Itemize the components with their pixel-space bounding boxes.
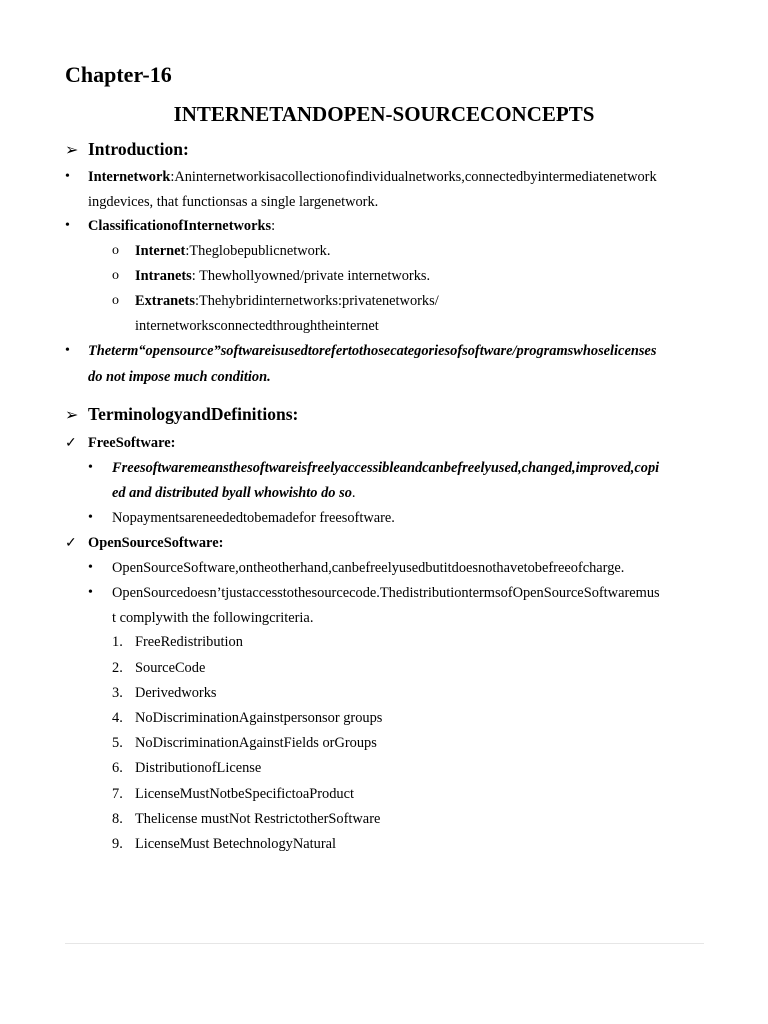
chapter-label: Chapter-16 bbox=[65, 62, 172, 87]
footer-divider bbox=[65, 943, 704, 944]
circle-bullet-icon: o bbox=[112, 293, 119, 308]
criteria-item bbox=[112, 760, 123, 777]
bullet-icon: • bbox=[88, 460, 93, 475]
free-software-def-continued bbox=[112, 485, 356, 502]
criteria-text: LicenseMust BetechnologyNatural bbox=[135, 836, 337, 852]
checkmark-icon: ✓ bbox=[65, 536, 77, 551]
criteria-item bbox=[112, 634, 123, 651]
arrow-bullet-icon: ➢ bbox=[65, 407, 79, 424]
criteria-text: NoDiscriminationAgainstFields orGroups bbox=[135, 735, 377, 751]
criteria-text: Derivedworks bbox=[135, 685, 217, 701]
free-software-heading: FreeSoftware: bbox=[88, 435, 176, 451]
criteria-text: FreeRedistribution bbox=[135, 634, 243, 650]
internetwork-def-continued: ingdevices, that functionsas a single largenetwork. bbox=[88, 194, 379, 210]
criteria-number: 2. bbox=[112, 660, 123, 676]
criteria-number: 3. bbox=[112, 685, 123, 701]
criteria-text: LicenseMustNotbeSpecifictoaProduct bbox=[135, 786, 355, 802]
arrow-bullet-icon: ➢ bbox=[65, 142, 79, 159]
criteria-text: Thelicense mustNot RestrictotherSoftware bbox=[135, 811, 381, 827]
criteria-number: 7. bbox=[112, 786, 123, 802]
checkmark-icon: ✓ bbox=[65, 436, 77, 451]
oss-criteria-intro-continued: t complywith the followingcriteria. bbox=[112, 610, 314, 626]
oss-definition: OpenSourceSoftware,ontheotherhand,canbefreelyusedbutitdoesnothavetobefreeofcharge. bbox=[112, 560, 625, 576]
criteria-number: 1. bbox=[112, 634, 123, 650]
internetwork-definition bbox=[88, 169, 657, 186]
term-extranets: Extranets bbox=[135, 293, 195, 309]
opensource-term-line: Theterm“opensource”softwareisusedtorefertothosecategoriesofsoftware/programswhoselicenses bbox=[88, 343, 657, 359]
oss-heading: OpenSourceSoftware: bbox=[88, 535, 224, 551]
criteria-item bbox=[112, 836, 123, 853]
criteria-number: 6. bbox=[112, 760, 123, 776]
criteria-number: 9. bbox=[112, 836, 123, 852]
term-classification: ClassificationofInternetworks bbox=[88, 218, 272, 234]
bullet-icon: • bbox=[65, 169, 70, 184]
term-intranets: Intranets bbox=[135, 268, 192, 284]
opensource-term-continued: do not impose much condition. bbox=[88, 369, 271, 385]
criteria-item bbox=[112, 735, 123, 752]
extranets-definition bbox=[135, 293, 439, 310]
internetwork-def-text: :Aninternetworkisacollectionofindividualnetworks,connectedbyintermediatenetwork bbox=[170, 169, 657, 185]
criteria-item bbox=[112, 811, 123, 828]
criteria-item bbox=[112, 710, 123, 727]
criteria-item bbox=[112, 685, 123, 702]
criteria-item bbox=[112, 786, 123, 803]
criteria-text: NoDiscriminationAgainstpersonsor groups bbox=[135, 710, 383, 726]
intranets-def-text: : Thewhollyowned/private internetworks. bbox=[191, 268, 431, 284]
section-heading-terminology: TerminologyandDefinitions: bbox=[88, 404, 299, 424]
criteria-number: 8. bbox=[112, 811, 123, 827]
intranets-definition bbox=[135, 268, 430, 285]
page-title: INTERNETANDOPEN-SOURCECONCEPTS bbox=[173, 102, 595, 126]
free-software-definition: Freesoftwaremeansthesoftwareisfreelyaccessibleandcanbefreelyused,changed,improved,copi bbox=[112, 460, 660, 476]
section-heading-introduction: Introduction: bbox=[88, 139, 189, 159]
circle-bullet-icon: o bbox=[112, 243, 119, 258]
criteria-text: DistributionofLicense bbox=[135, 760, 262, 776]
criteria-number: 4. bbox=[112, 710, 123, 726]
free-def-text: ed and distributed byall whowishto do so bbox=[112, 485, 352, 501]
internet-definition bbox=[135, 243, 330, 260]
criteria-number: 5. bbox=[112, 735, 123, 751]
classification-heading bbox=[88, 218, 275, 235]
term-internetwork: Internetwork bbox=[88, 169, 171, 185]
extranets-def-text: :Thehybridinternetworks:privatenetworks/ bbox=[194, 293, 439, 309]
free-def-period: . bbox=[351, 485, 356, 501]
oss-criteria-intro: OpenSourcedoesn’tjustaccesstothesourcecode.ThedistributiontermsofOpenSourceSoftwaremus bbox=[112, 585, 660, 601]
bullet-icon: • bbox=[88, 510, 93, 525]
classification-colon: : bbox=[271, 218, 276, 234]
bullet-icon: • bbox=[65, 218, 70, 233]
criteria-text: SourceCode bbox=[135, 660, 206, 676]
bullet-icon: • bbox=[88, 585, 93, 600]
criteria-item bbox=[112, 660, 123, 677]
bullet-icon: • bbox=[88, 560, 93, 575]
free-software-payment: Nopaymentsareneededtobemadefor freesoftware. bbox=[112, 510, 395, 526]
circle-bullet-icon: o bbox=[112, 268, 119, 283]
term-internet: Internet bbox=[135, 243, 186, 259]
extranets-def-continued: internetworksconnectedthroughtheinternet bbox=[135, 318, 379, 334]
internet-def-text: :Theglobepublicnetwork. bbox=[185, 243, 331, 259]
bullet-icon: • bbox=[65, 343, 70, 358]
